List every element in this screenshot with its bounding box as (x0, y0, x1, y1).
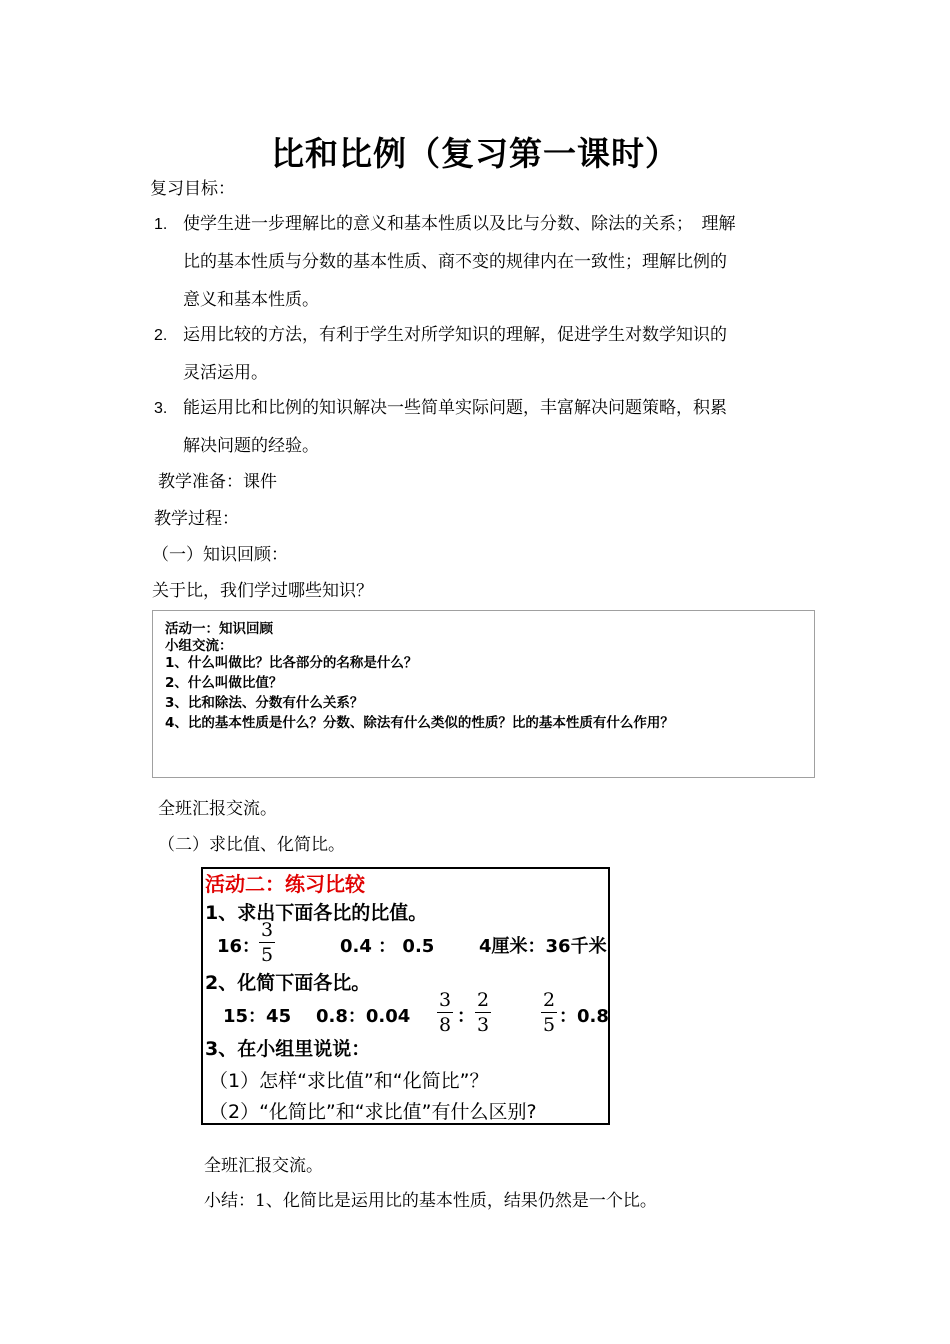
activity-2-q2: 2、化简下面各比。 (205, 972, 371, 994)
activity-2-box (201, 867, 610, 1125)
goal-1-number: 1. (154, 216, 168, 233)
goal-2-line-1: 运用比较的方法，有利于学生对所学知识的理解，促进学生对数学知识的 (183, 325, 727, 345)
activity-2-q3-item-1: （1）怎样“求比值”和“化简比”？ (209, 1070, 489, 1092)
goals-label: 复习目标： (150, 179, 235, 199)
activity-2-q1: 1、求出下面各比的比值。 (205, 902, 428, 924)
fraction-numerator: 2 (542, 989, 556, 1011)
q1-ratio-c: 4厘米：36千米 (479, 936, 607, 957)
fraction-bar (259, 942, 275, 943)
teaching-process-label: 教学过程： (154, 509, 239, 529)
activity-1-item: 1、什么叫做比？比各部分的名称是什么？ (165, 655, 418, 671)
page-title: 比和比例（复习第一课时） (271, 134, 679, 173)
activity-2-title: 活动二：练习比较 (205, 872, 365, 896)
activity-1-subtitle: 小组交流： (165, 638, 233, 654)
q1-ratio-a-fraction (259, 919, 275, 966)
q2-ratio-d-right: ：0.8 (559, 1006, 609, 1027)
activity-2-q3: 3、在小组里说说： (205, 1038, 371, 1060)
goal-2-number: 2. (154, 327, 168, 344)
fraction-numerator: 3 (438, 989, 452, 1011)
goal-3-line-1: 能运用比和比例的知识解决一些简单实际问题，丰富解决问题策略，积累 (183, 398, 727, 418)
fraction-numerator: 3 (260, 919, 274, 941)
section-1-heading: （一）知识回顾： (152, 545, 288, 565)
fraction-bar (541, 1012, 557, 1013)
activity-1-item: 2、什么叫做比值？ (165, 675, 283, 691)
q2-ratio-d-fraction (541, 989, 557, 1036)
fraction-bar (437, 1012, 453, 1013)
activity-1-box (152, 610, 815, 778)
goal-3-number: 3. (154, 400, 168, 417)
summary: 小结：1、化简比是运用比的基本性质，结果仍然是一个比。 (204, 1191, 657, 1211)
fraction-denominator: 5 (542, 1014, 556, 1036)
activity-1-item: 4、比的基本性质是什么？分数、除法有什么类似的性质？比的基本性质有什么作用？ (165, 715, 674, 731)
q2-ratio-c-separator: ： (457, 1006, 475, 1027)
q2-ratio-b: 0.8：0.04 (316, 1006, 411, 1027)
section-1-question: 关于比，我们学过哪些知识？ (152, 581, 373, 601)
q2-ratio-c-fraction-1 (437, 989, 453, 1036)
fraction-bar (475, 1012, 491, 1013)
goal-1-line-2: 比的基本性质与分数的基本性质、商不变的规律内在一致性；理解比例的 (183, 252, 727, 272)
fraction-denominator: 8 (438, 1014, 452, 1036)
goal-2-line-2: 灵活运用。 (183, 363, 268, 383)
teaching-prep: 教学准备：课件 (158, 472, 277, 492)
fraction-denominator: 3 (476, 1014, 490, 1036)
report-2: 全班汇报交流。 (204, 1156, 323, 1176)
section-2-heading: （二）求比值、化简比。 (158, 835, 345, 855)
goal-1-line-1: 使学生进一步理解比的意义和基本性质以及比与分数、除法的关系； 理解 (183, 214, 736, 234)
q1-ratio-b: 0.4 ： 0.5 (340, 936, 435, 957)
activity-1-title: 活动一：知识回顾 (165, 621, 273, 637)
activity-1-item: 3、比和除法、分数有什么关系？ (165, 695, 364, 711)
q2-ratio-c-fraction-2 (475, 989, 491, 1036)
fraction-numerator: 2 (476, 989, 490, 1011)
fraction-denominator: 5 (260, 944, 274, 966)
report-1: 全班汇报交流。 (158, 799, 277, 819)
activity-2-q3-item-2: （2）“化简比”和“求比值”有什么区别? (209, 1101, 537, 1123)
goal-3-line-2: 解决问题的经验。 (183, 436, 319, 456)
q2-ratio-a: 15：45 (223, 1006, 292, 1027)
goal-1-line-3: 意义和基本性质。 (183, 290, 319, 310)
q1-ratio-a-left: 16： (217, 936, 261, 957)
